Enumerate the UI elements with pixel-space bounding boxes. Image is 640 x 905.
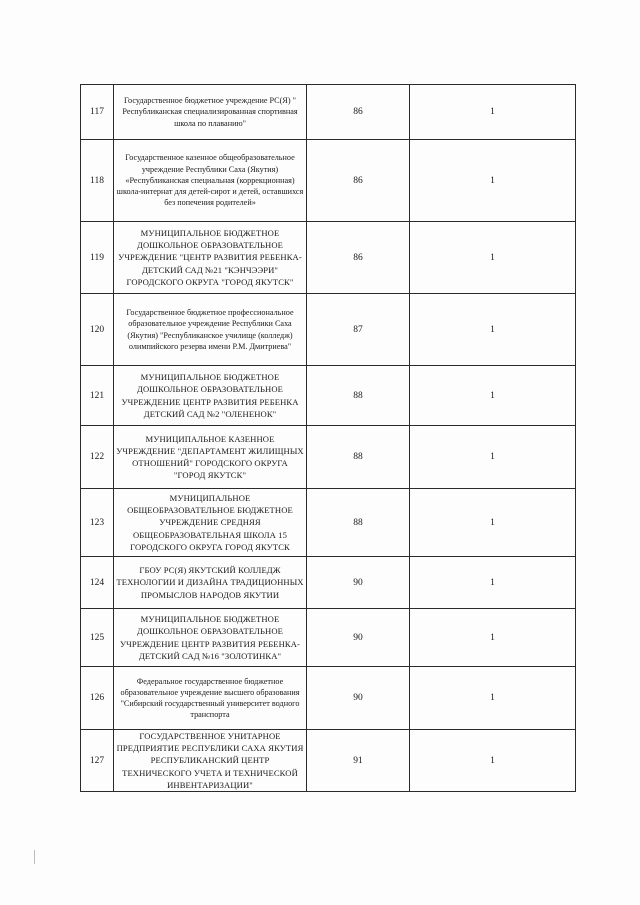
table-row (81, 140, 576, 222)
score-value: 90 (307, 609, 410, 667)
row-number: 121 (81, 366, 114, 426)
score-value: 86 (307, 140, 410, 222)
table-row (81, 667, 576, 730)
table-row (81, 730, 576, 792)
count-value: 1 (410, 366, 576, 426)
organization-name: Государственное казенное общеобразовательное учреждение Республики Саха (Якутия) «Республиканская специальная (коррекционная) школа-интернат для детей-сирот и детей, оставшихся без попечения родителей» (114, 140, 307, 222)
row-number: 117 (81, 85, 114, 140)
count-value: 1 (410, 667, 576, 730)
scan-artifact (34, 850, 35, 864)
table-row (81, 557, 576, 609)
count-value: 1 (410, 489, 576, 557)
count-value: 1 (410, 609, 576, 667)
table-row (81, 609, 576, 667)
organization-name: Государственное бюджетное профессиональное образовательное учреждение Республики Саха (Якутия) "Республиканское училище (колледж) олимпийского резерва имени Р.М. Дмитриева" (114, 294, 307, 366)
row-number: 127 (81, 730, 114, 792)
row-number: 126 (81, 667, 114, 730)
organization-name: МУНИЦИПАЛЬНОЕ БЮДЖЕТНОЕ ДОШКОЛЬНОЕ ОБРАЗОВАТЕЛЬНОЕ УЧРЕЖДЕНИЕ ЦЕНТР РАЗВИТИЯ РЕБЕНКА-ДЕТСКИЙ САД №16 "ЗОЛОТИНКА" (114, 609, 307, 667)
count-value: 1 (410, 140, 576, 222)
organization-name: МУНИЦИПАЛЬНОЕ БЮДЖЕТНОЕ ДОШКОЛЬНОЕ ОБРАЗОВАТЕЛЬНОЕ УЧРЕЖДЕНИЕ ЦЕНТР РАЗВИТИЯ РЕБЕНКА ДЕТСКИЙ САД №2 "ОЛЕНЕНОК" (114, 366, 307, 426)
count-value: 1 (410, 85, 576, 140)
count-value: 1 (410, 222, 576, 294)
table-row (81, 426, 576, 489)
row-number: 120 (81, 294, 114, 366)
score-value: 87 (307, 294, 410, 366)
score-value: 90 (307, 557, 410, 609)
row-number: 124 (81, 557, 114, 609)
score-value: 90 (307, 667, 410, 730)
table-row (81, 222, 576, 294)
count-value: 1 (410, 730, 576, 792)
table-row (81, 366, 576, 426)
organization-name: ГОСУДАРСТВЕННОЕ УНИТАРНОЕ ПРЕДПРИЯТИЕ РЕСПУБЛИКИ САХА ЯКУТИЯ РЕСПУБЛИКАНСКИЙ ЦЕНТР ТЕХНИЧЕСКОГО УЧЕТА И ТЕХНИЧЕСКОЙ ИНВЕНТАРИЗАЦИИ" (114, 730, 307, 792)
row-number: 123 (81, 489, 114, 557)
table-row (81, 489, 576, 557)
row-number: 119 (81, 222, 114, 294)
score-value: 88 (307, 426, 410, 489)
table-row (81, 85, 576, 140)
table-row (81, 294, 576, 366)
organization-name: МУНИЦИПАЛЬНОЕ БЮДЖЕТНОЕ ДОШКОЛЬНОЕ ОБРАЗОВАТЕЛЬНОЕ УЧРЕЖДЕНИЕ "ЦЕНТР РАЗВИТИЯ РЕБЕНКА-ДЕТСКИЙ САД №21 "КЭНЧЭЭРИ" ГОРОДСКОГО ОКРУГА "ГОРОД ЯКУТСК" (114, 222, 307, 294)
organizations-table (80, 84, 576, 792)
score-value: 86 (307, 222, 410, 294)
score-value: 88 (307, 366, 410, 426)
count-value: 1 (410, 294, 576, 366)
score-value: 91 (307, 730, 410, 792)
count-value: 1 (410, 557, 576, 609)
organization-name: Государственное бюджетное учреждение РС(Я) " Республиканская специализированная спортивная школа по плаванию" (114, 85, 307, 140)
organization-name: МУНИЦИПАЛЬНОЕ ОБЩЕОБРАЗОВАТЕЛЬНОЕ БЮДЖЕТНОЕ УЧРЕЖДЕНИЕ СРЕДНЯЯ ОБЩЕОБРАЗОВАТЕЛЬНАЯ ШКОЛА 15 ГОРОДСКОГО ОКРУГА ГОРОД ЯКУТСК (114, 489, 307, 557)
score-value: 88 (307, 489, 410, 557)
organization-name: Федеральное государственное бюджетное образовательное учреждение высшего образования "Сибирский государственный университет водного транспорта (114, 667, 307, 730)
row-number: 125 (81, 609, 114, 667)
score-value: 86 (307, 85, 410, 140)
organization-name: ГБОУ РС(Я) ЯКУТСКИЙ КОЛЛЕДЖ ТЕХНОЛОГИИ И ДИЗАЙНА ТРАДИЦИОННЫХ ПРОМЫСЛОВ НАРОДОВ ЯКУТИИ (114, 557, 307, 609)
organization-name: МУНИЦИПАЛЬНОЕ КАЗЕННОЕ УЧРЕЖДЕНИЕ "ДЕПАРТАМЕНТ ЖИЛИЩНЫХ ОТНОШЕНИЙ" ГОРОДСКОГО ОКРУГА "ГОРОД ЯКУТСК" (114, 426, 307, 489)
row-number: 118 (81, 140, 114, 222)
count-value: 1 (410, 426, 576, 489)
row-number: 122 (81, 426, 114, 489)
